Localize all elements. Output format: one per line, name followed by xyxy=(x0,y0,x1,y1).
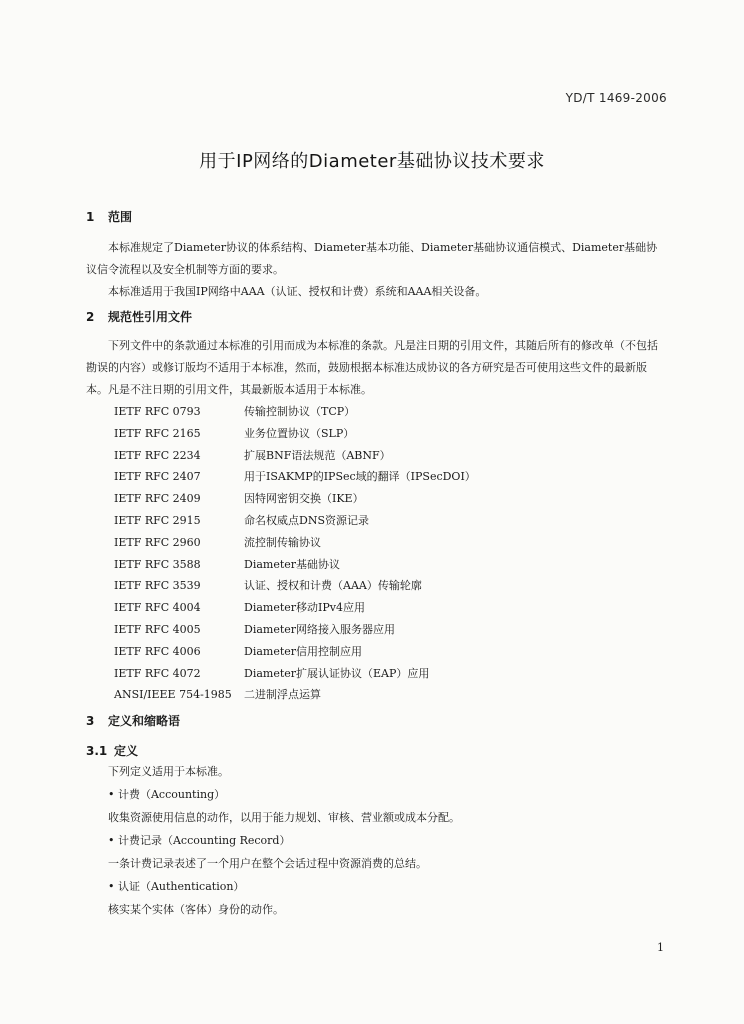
reference-title: Diameter移动IPv4应用 xyxy=(244,601,365,615)
reference-row xyxy=(86,532,666,554)
reference-code: IETF RFC 4005 xyxy=(114,622,201,636)
definition-accounting-record: 一条计费记录表述了一个用户在整个会话过程中资源消费的总结。 xyxy=(108,857,427,871)
normative-reference-list xyxy=(86,401,666,706)
term-accounting: • 计费（Accounting） xyxy=(108,788,226,802)
reference-title: Diameter扩展认证协议（EAP）应用 xyxy=(244,666,430,680)
reference-title: 二进制浮点运算 xyxy=(244,688,321,702)
section-1-paragraph-2: 本标准适用于我国IP网络中AAA（认证、授权和计费）系统和AAA相关设备。 xyxy=(108,285,487,298)
section-1-heading xyxy=(86,208,666,226)
section-3-1-heading xyxy=(86,742,666,760)
reference-title: 传输控制协议（TCP） xyxy=(244,405,356,418)
section-3-number: 3 xyxy=(86,714,95,729)
term-authentication: • 认证（Authentication） xyxy=(108,880,245,894)
reference-code: IETF RFC 4004 xyxy=(114,601,201,615)
reference-code: IETF RFC 4072 xyxy=(114,666,201,680)
definitions-intro: 下列定义适用于本标准。 xyxy=(108,765,229,779)
section-1-number: 1 xyxy=(86,210,95,224)
reference-row xyxy=(86,597,666,619)
section-3-heading xyxy=(86,712,666,730)
section-2-number: 2 xyxy=(86,310,95,324)
reference-title: 命名权威点DNS资源记录 xyxy=(244,513,369,527)
reference-row xyxy=(86,619,666,641)
reference-title: Diameter信用控制应用 xyxy=(244,644,363,658)
reference-row xyxy=(86,663,666,685)
reference-title: Diameter基础协议 xyxy=(244,557,341,571)
reference-title: 扩展BNF语法规范（ABNF） xyxy=(244,448,391,462)
reference-row xyxy=(86,510,666,532)
section-2-title: 规范性引用文件 xyxy=(108,310,193,324)
document-body xyxy=(86,208,666,921)
section-3-title: 定义和缩略语 xyxy=(108,714,181,729)
reference-title: 因特网密钥交换（IKE） xyxy=(244,492,364,506)
reference-row xyxy=(86,641,666,663)
section-1-paragraph-1: 本标准规定了Diameter协议的体系结构、Diameter基本功能、Diameter基础协议通信模式、Diameter基础协议信令流程以及安全机制等方面的要求。 xyxy=(86,241,658,276)
reference-row xyxy=(86,575,666,597)
page-number: 1 xyxy=(657,941,664,954)
reference-code: IETF RFC 2960 xyxy=(114,535,201,549)
definition-accounting: 收集资源使用信息的动作，以用于能力规划、审核、营业额或成本分配。 xyxy=(108,811,460,825)
reference-row xyxy=(86,445,666,467)
reference-code: IETF RFC 3588 xyxy=(114,557,201,571)
definition-authentication: 核实某个实体（客体）身份的动作。 xyxy=(108,903,284,917)
term-accounting-record: • 计费记录（Accounting Record） xyxy=(108,834,291,848)
section-2-paragraph-1: 下列文件中的条款通过本标准的引用而成为本标准的条款。凡是注日期的引用文件，其随后所有的修改单（不包括勘误的内容）或修订版均不适用于本标准，然而，鼓励根据本标准达成协议的各方研究是否可使用这些文件的最新版本。凡是不注日期的引用文件，其最新版本适用于本标准。 xyxy=(86,339,658,396)
section-3-1-title: 定义 xyxy=(114,744,139,759)
reference-code: IETF RFC 2407 xyxy=(114,470,201,484)
reference-code: IETF RFC 2165 xyxy=(114,426,201,440)
reference-title: 业务位置协议（SLP） xyxy=(244,426,355,440)
reference-title: 认证、授权和计费（AAA）传输轮廓 xyxy=(244,579,422,593)
reference-code: IETF RFC 2234 xyxy=(114,448,201,462)
reference-row xyxy=(86,554,666,576)
reference-title: 用于ISAKMP的IPSec域的翻译（IPSecDOI） xyxy=(244,470,476,484)
reference-code: IETF RFC 0793 xyxy=(114,405,201,418)
reference-row xyxy=(86,423,666,445)
standard-number: YD/T 1469-2006 xyxy=(565,91,667,105)
reference-code: ANSI/IEEE 754-1985 xyxy=(114,688,232,702)
section-1-title: 范围 xyxy=(108,210,133,224)
reference-code: IETF RFC 4006 xyxy=(114,644,201,658)
reference-title: Diameter网络接入服务器应用 xyxy=(244,622,396,636)
section-3-1-number: 3.1 xyxy=(86,744,108,759)
reference-title: 流控制传输协议 xyxy=(244,535,321,549)
section-2-heading xyxy=(86,308,666,326)
reference-row xyxy=(86,466,666,488)
reference-row xyxy=(86,401,666,423)
reference-code: IETF RFC 2915 xyxy=(114,513,201,527)
reference-row xyxy=(86,684,666,706)
reference-row xyxy=(86,488,666,510)
reference-code: IETF RFC 3539 xyxy=(114,579,201,593)
document-title: 用于IP网络的Diameter基础协议技术要求 xyxy=(199,151,545,172)
reference-code: IETF RFC 2409 xyxy=(114,492,201,506)
